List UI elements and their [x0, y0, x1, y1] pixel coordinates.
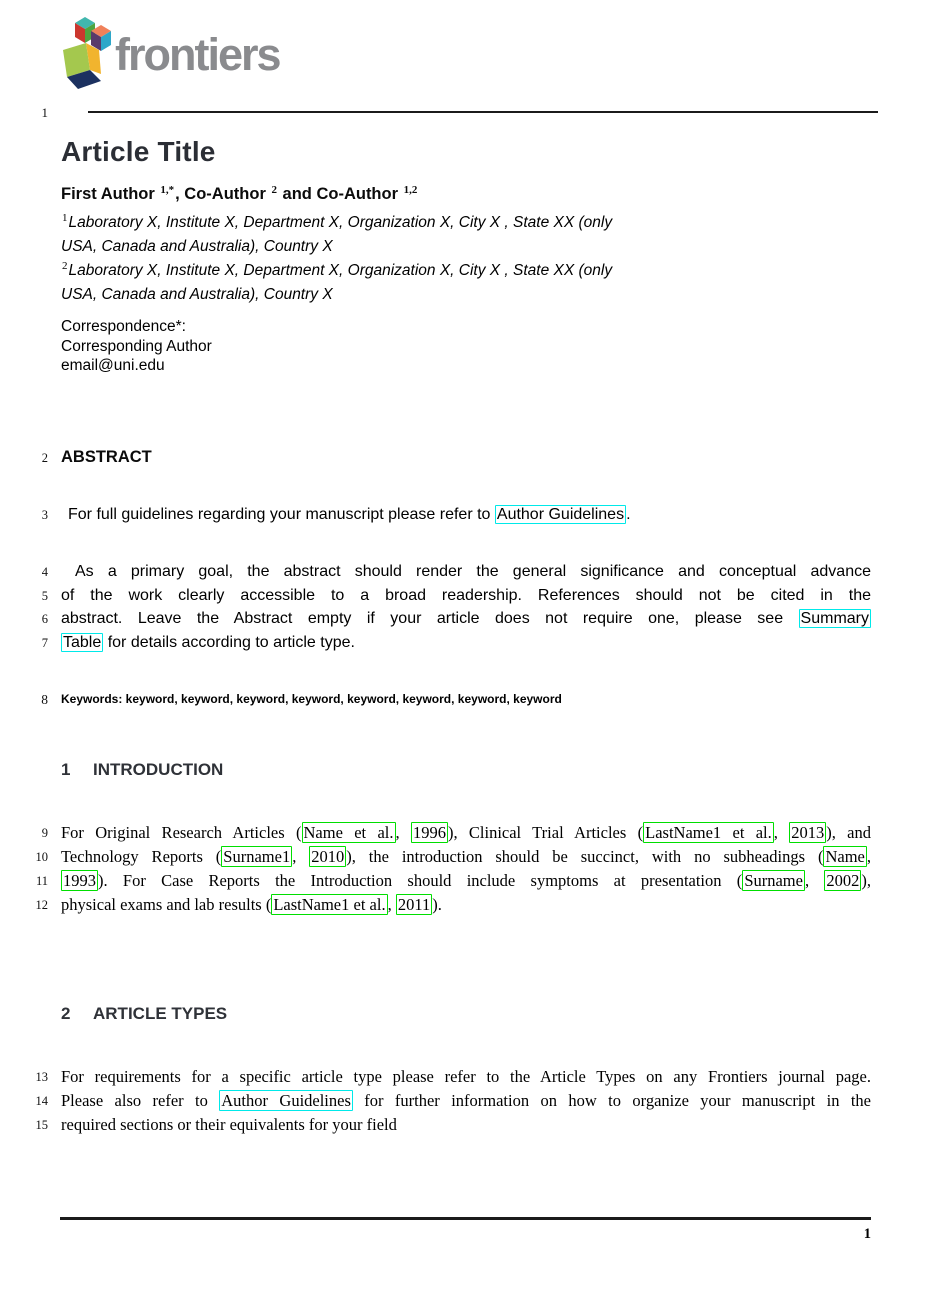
- text-line: [61, 283, 871, 307]
- superscript: 1: [62, 211, 68, 224]
- header-rule: [88, 111, 878, 113]
- section-number: 1: [61, 760, 71, 779]
- line-number: 4: [41, 565, 48, 579]
- frontiers-wordmark: frontiers: [115, 29, 280, 80]
- citation-link[interactable]: LastName1 et al.: [645, 823, 772, 842]
- text-run: ,: [292, 847, 310, 866]
- text-line: [35, 869, 872, 893]
- text-line: [61, 337, 871, 357]
- author-line: [61, 183, 871, 205]
- citation-link[interactable]: 2010: [311, 847, 345, 866]
- text-line: [61, 183, 871, 205]
- abstract-paragraph-1: [41, 503, 871, 527]
- text-run: Correspondence*:: [61, 318, 186, 335]
- text-line: [35, 845, 871, 869]
- section-title: ARTICLE TYPES: [93, 1004, 228, 1023]
- citation-link[interactable]: 2013: [791, 823, 825, 842]
- text-run: and Co-Author: [277, 185, 403, 203]
- text-line: [41, 560, 871, 584]
- line-number: 5: [41, 588, 48, 603]
- line-number: 15: [35, 1118, 48, 1132]
- text-run: ). For Case Reports the Introduction should include symptoms at presentation (: [98, 871, 743, 890]
- citation-link[interactable]: Name et al.: [303, 823, 394, 842]
- text-line: [35, 1113, 871, 1137]
- text-line: [41, 503, 871, 527]
- line-number: 13: [35, 1070, 48, 1084]
- text-run: , Co-Author: [175, 185, 271, 203]
- line-number: 2: [41, 451, 48, 465]
- text-line: [41, 607, 871, 631]
- text-run: of the work clearly accessible to a broad readership. References should not be cited in the: [61, 586, 871, 604]
- superscript: 1,*: [160, 183, 175, 196]
- text-run: ,: [773, 823, 790, 842]
- masthead-rule-row: [41, 104, 871, 120]
- text-line: [61, 235, 871, 259]
- citation-link[interactable]: 1996: [412, 823, 446, 842]
- footer-rule: [60, 1217, 871, 1220]
- text-run: ), the introduction should be succinct, with no subheadings (: [346, 847, 824, 866]
- text-run: abstract. Leave the Abstract empty if your article does not require one, please see: [61, 610, 799, 628]
- text-run: for further information on how to organize your manuscript in the: [352, 1091, 871, 1110]
- citation-link[interactable]: 2011: [397, 895, 431, 914]
- internal-link[interactable]: Summary: [800, 610, 869, 628]
- line-number: 14: [35, 1094, 48, 1108]
- text-run: ,: [804, 871, 825, 890]
- internal-link[interactable]: Author Guidelines: [496, 506, 625, 523]
- section-heading-introduction: [61, 760, 871, 780]
- text-run: ,: [387, 895, 396, 914]
- line-number: 10: [35, 850, 48, 864]
- text-run: Corresponding Author: [61, 337, 212, 355]
- line-number: 1: [41, 105, 48, 120]
- text-line: [61, 356, 871, 376]
- abstract-heading-row: [41, 448, 871, 468]
- citation-link[interactable]: 2002: [826, 871, 860, 890]
- text-run: email@uni.edu: [61, 357, 165, 374]
- text-run: First Author: [61, 185, 160, 203]
- text-run: ).: [432, 895, 442, 914]
- line-number: 8: [41, 692, 48, 707]
- text-run: For full guidelines regarding your manuscript please refer to: [68, 506, 495, 523]
- article-types-paragraph: [35, 1065, 871, 1137]
- text-line: [41, 821, 872, 845]
- text-run: For Original Research Articles (: [61, 823, 302, 842]
- text-line: [35, 1065, 871, 1089]
- abstract-heading: ABSTRACT: [61, 448, 152, 466]
- text-run: Please also refer to: [61, 1091, 220, 1110]
- text-line: [35, 893, 871, 917]
- text-run: .: [626, 506, 631, 523]
- text-run: Keywords: keyword, keyword, keyword, keyword, keyword, keyword, keyword, keyword: [61, 692, 562, 706]
- text-run: physical exams and lab results (: [61, 895, 272, 914]
- citation-link[interactable]: 1993: [63, 871, 96, 890]
- line-number: 6: [41, 612, 48, 627]
- line-number: 3: [41, 508, 48, 522]
- superscript: 1,2: [403, 183, 418, 196]
- line-number: 12: [35, 898, 48, 912]
- page-number: 1: [863, 1226, 871, 1242]
- correspondence-block: [61, 317, 871, 376]
- text-run: ,: [395, 823, 411, 842]
- internal-link[interactable]: Author Guidelines: [221, 1091, 351, 1110]
- frontiers-logo: [62, 12, 362, 100]
- keywords-line: [41, 691, 871, 707]
- section-heading-article-types: [61, 1004, 871, 1024]
- superscript: 2: [271, 183, 277, 196]
- text-run: Laboratory X, Institute X, Department X, Organization X, City X , State XX (only: [68, 214, 613, 231]
- text-run: USA, Canada and Australia), Country X: [61, 286, 333, 303]
- line-number: 9: [41, 826, 48, 840]
- affiliations: [61, 211, 871, 307]
- text-run: Technology Reports (: [61, 847, 222, 866]
- text-line: [41, 584, 871, 608]
- introduction-paragraph: [35, 821, 872, 917]
- text-run: for details according to article type.: [103, 634, 355, 652]
- citation-link[interactable]: Name: [825, 847, 865, 866]
- text-line: [41, 631, 871, 655]
- line-number: 7: [41, 636, 48, 651]
- text-line: [61, 259, 871, 283]
- frontiers-cubes-icon: [62, 12, 120, 96]
- citation-link[interactable]: Surname1: [223, 847, 291, 866]
- text-line: [61, 317, 871, 337]
- citation-link[interactable]: LastName1 et al.: [273, 895, 386, 914]
- citation-link[interactable]: Surname: [744, 871, 803, 890]
- text-run: ), and: [826, 823, 872, 842]
- text-line: [41, 691, 871, 707]
- text-run: required sections or their equivalents for your field: [61, 1115, 397, 1134]
- article-title: Article Title: [61, 136, 216, 167]
- section-number: 2: [61, 1004, 71, 1023]
- text-run: Laboratory X, Institute X, Department X, Organization X, City X , State XX (only: [68, 262, 613, 279]
- internal-link[interactable]: Table: [63, 634, 102, 652]
- text-run: ), Clinical Trial Articles (: [447, 823, 644, 842]
- section-title: INTRODUCTION: [93, 760, 224, 779]
- line-number: 11: [35, 874, 48, 888]
- text-run: ,: [866, 847, 871, 866]
- superscript: 2: [62, 259, 68, 272]
- text-run: USA, Canada and Australia), Country X: [61, 238, 333, 255]
- text-line: [61, 211, 871, 235]
- text-run: For requirements for a specific article type please refer to the Article Types on any Frontiers journal page.: [61, 1067, 871, 1086]
- text-run: As a primary goal, the abstract should render the general significance and conceptual advance: [75, 563, 871, 580]
- text-line: [35, 1089, 871, 1113]
- abstract-paragraph-2: [41, 560, 871, 655]
- text-run: ),: [861, 871, 872, 890]
